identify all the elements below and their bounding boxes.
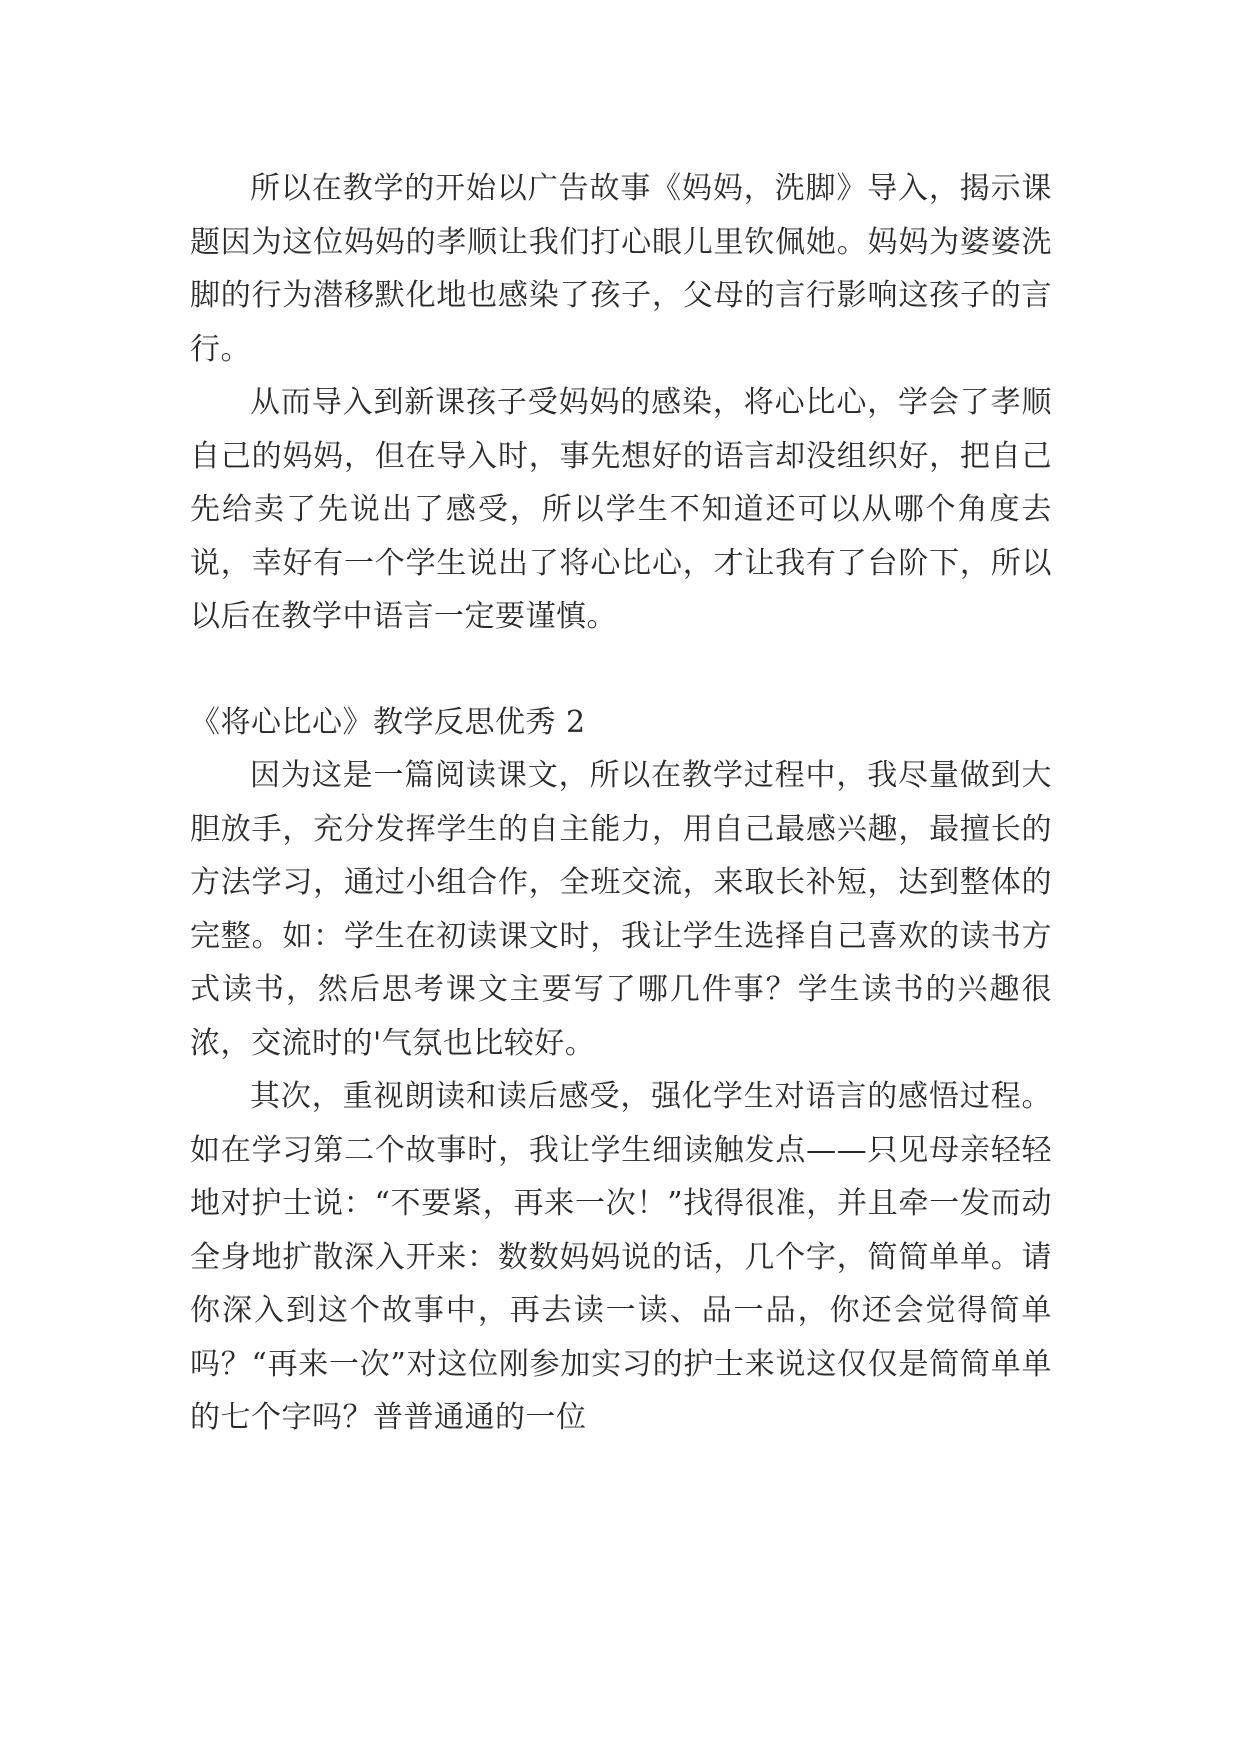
- paragraph-4: 其次，重视朗读和读后感受，强化学生对语言的感悟过程。如在学习第二个故事时，我让学生细读触发点——只见母亲轻轻地对护士说：“不要紧，再来一次！”找得很准，并且牵一发而动全身地扩散深入开来：数数妈妈说的话，几个字，简简单单。请你深入到这个故事中，再去读一读、品一品，你还会觉得简单吗？“再来一次”对这位刚参加实习的护士来说这仅仅是简简单单的七个字吗？普普通通的一位: [190, 1079, 1052, 1435]
- paragraph-1: 所以在教学的开始以广告故事《妈妈，洗脚》导入，揭示课题因为这位妈妈的孝顺让我们打心眼儿里钦佩她。妈妈为婆婆洗脚的行为潜移默化地也感染了孩子，父母的言行影响这孩子的言行。: [190, 171, 1052, 367]
- section-spacer: [190, 644, 1052, 696]
- document-body: [190, 162, 1052, 1445]
- paragraph-3: 因为这是一篇阅读课文，所以在教学过程中，我尽量做到大胆放手，充分发挥学生的自主能力，用自己最感兴趣，最擅长的方法学习，通过小组合作，全班交流，来取长补短，达到整体的完整。如：学生在初读课文时，我让学生选择自己喜欢的读书方式读书，然后思考课文主要写了哪几件事？学生读书的兴趣很浓，交流时的'气氛也比较好。: [190, 758, 1052, 1061]
- section-title: 《将心比心》教学反思优秀 2: [190, 704, 586, 740]
- paragraph-2: 从而导入到新课孩子受妈妈的感染，将心比心，学会了孝顺自己的妈妈，但在导入时，事先想好的语言却没组织好，把自己先给卖了先说出了感受，所以学生不知道还可以从哪个角度去说，幸好有一个学生说出了将心比心，才让我有了台阶下，所以以后在教学中语言一定要谨慎。: [190, 385, 1052, 634]
